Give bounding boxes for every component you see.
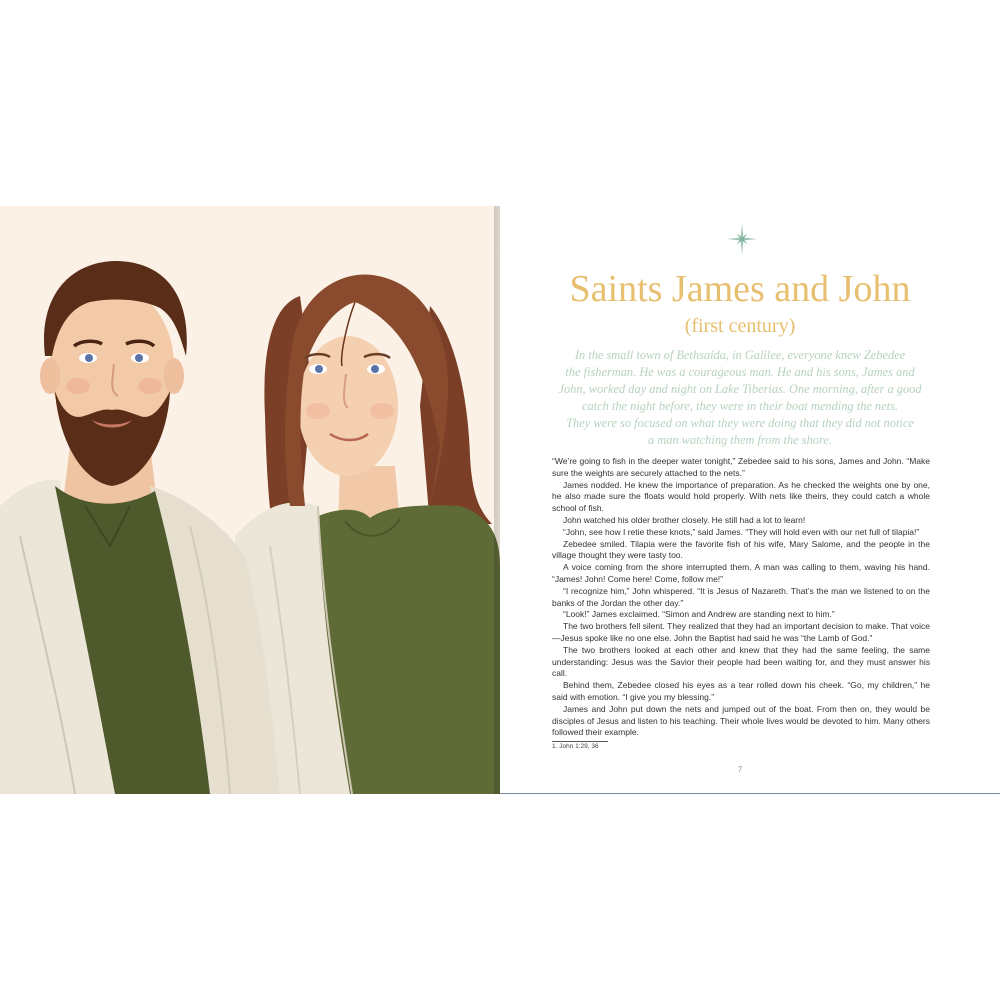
intro-line: a man watching them from the shore. <box>648 433 832 447</box>
intro-line: In the small town of Bethsaida, in Galilee, everyone knew Zebedee <box>574 348 906 362</box>
intro-line: the fisherman. He was a courageous man. He and his sons, James and <box>565 365 915 379</box>
illustration-page <box>0 206 500 794</box>
story-paragraph: Zebedee smiled. Tilapia were the favorite fish of his wife, Mary Salome, and the people in the village thought they were tasty too. <box>552 538 930 561</box>
intro-line: They were so focused on what they were doing that they did not notice <box>566 416 914 430</box>
story-body <box>552 456 930 739</box>
story-paragraph: “I recognize him,” John whispered. “It is Jesus of Nazareth. That’s the man we listened to on the banks of the Jordan the other day.” <box>552 585 930 608</box>
story-paragraph: John watched his older brother closely. He still had a lot to learn! <box>563 514 806 525</box>
story-paragraph: Behind them, Zebedee closed his eyes as a tear rolled down his cheek. “Go, my children,” he said with emotion. “I give you my blessing.” <box>552 680 930 702</box>
story-paragraph: James and John put down the nets and jumped out of the boat. From then on, they would be disciples of Jesus and listen to his teaching. Their whole lives would be devoted to him. Many others followed their example. <box>552 703 930 738</box>
footnote: 1. John 1:29, 36 <box>552 743 599 750</box>
story-paragraph: “We’re going to fish in the deeper water tonight,” Zebedee said to his sons, James and John. “Make sure the weights are securely attached to the nets.” <box>552 456 930 478</box>
intro-paragraph <box>555 347 925 449</box>
story-paragraph: James nodded. He knew the importance of preparation. As he checked the weights one by one, he also made sure the floats would hold properly. With nets like theirs, they could catch a whole school of fish. <box>552 479 930 514</box>
story-paragraph: “John, see how I retie these knots,” said James. “They will hold even with our net full of tilapia!” <box>563 526 920 537</box>
story-paragraph: “Look!” James exclaimed. “Simon and Andrew are standing next to him.” <box>563 609 835 620</box>
footnote-divider <box>552 741 608 742</box>
illustration <box>0 206 500 794</box>
chapter-title: Saints James and John <box>569 268 911 310</box>
page-number: 7 <box>738 765 742 774</box>
intro-line: catch the night before, they were in their boat mending the nets. <box>581 399 898 413</box>
story-paragraph: The two brothers fell silent. They realized that they had an important decision to make. That voice—Jesus spoke like no one else. John the Baptist had said he was “the Lamb of God.” <box>552 621 930 643</box>
intro-line: John, worked day and night on Lake Tiberias. One morning, after a good <box>558 382 922 396</box>
story-paragraph: The two brothers looked at each other and knew that they had the same feeling, the same understanding: Jesus was the Savior their people had been waiting for, and they must answer his call. <box>552 644 930 679</box>
compass-star-icon <box>727 224 757 254</box>
story-paragraph: A voice coming from the shore interrupted them. A man was calling to them, waving his hand. “James! John! Come here! Come, follow me!” <box>552 562 930 584</box>
chapter-subtitle: (first century) <box>684 315 796 337</box>
